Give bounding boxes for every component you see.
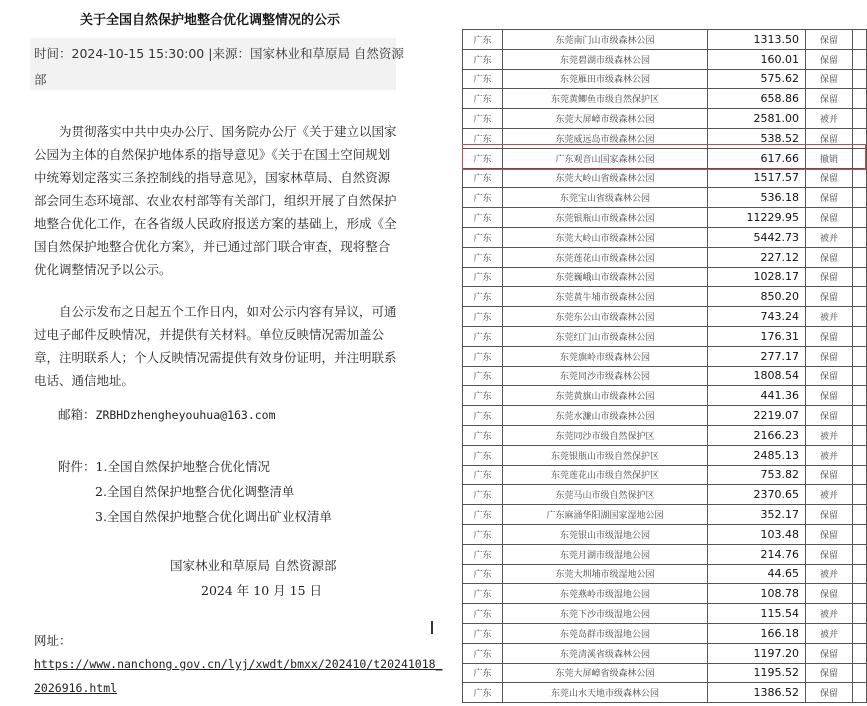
- status-cell: 保留: [806, 208, 853, 228]
- province-cell: 广东: [463, 663, 503, 683]
- status-cell: 保留: [806, 366, 853, 386]
- extra-cell: [853, 287, 867, 307]
- province-cell: 广东: [463, 287, 503, 307]
- province-cell: 广东: [463, 465, 503, 485]
- site-name-cell: 东莞巍峨山市级森林公园: [503, 267, 708, 287]
- table-row: [463, 307, 867, 327]
- site-name-cell: 东莞岛群市级湿地公园: [503, 623, 708, 643]
- site-name-cell: 东莞同沙市级自然保护区: [503, 425, 708, 445]
- extra-cell: [853, 247, 867, 267]
- extra-cell: [853, 89, 867, 109]
- site-name-cell: 东莞雁田市级森林公园: [503, 69, 708, 89]
- province-cell: 广东: [463, 386, 503, 406]
- status-cell: 被并: [806, 307, 853, 327]
- status-cell: 撤销: [806, 148, 853, 168]
- site-name-cell: 东莞清溪省级森林公园: [503, 643, 708, 663]
- site-name-cell: 东莞月湖市级湿地公园: [503, 544, 708, 564]
- body-paragraph-2: 自公示发布之日起五个工作日内，如对公示内容有异议，可通过电子邮件反映情况，并提供有关材料。单位反映情况需加盖公章，注明联系人；个人反映情况需提供有效身份证明，并注明联系电话、通信地址。: [34, 304, 397, 388]
- site-name-cell: 东莞燕岭市级湿地公园: [503, 584, 708, 604]
- text-cursor: [431, 621, 433, 634]
- attachment-label: 附件：: [58, 459, 96, 474]
- province-cell: 广东: [463, 326, 503, 346]
- area-cell: 441.36: [708, 386, 806, 406]
- status-cell: 保留: [806, 168, 853, 188]
- extra-cell: [853, 128, 867, 148]
- extra-cell: [853, 148, 867, 168]
- email-label: 邮箱：: [58, 407, 96, 422]
- province-cell: 广东: [463, 227, 503, 247]
- table-row: [463, 623, 867, 643]
- area-cell: 2581.00: [708, 109, 806, 129]
- table-row: [463, 326, 867, 346]
- attachment-link-3[interactable]: 3.全国自然保护地整合优化调出矿业权清单: [95, 509, 332, 524]
- site-name-cell: 东莞同沙市级森林公园: [503, 366, 708, 386]
- extra-cell: [853, 386, 867, 406]
- extra-cell: [853, 69, 867, 89]
- site-name-cell: 东莞下沙市级湿地公园: [503, 604, 708, 624]
- province-cell: 广东: [463, 505, 503, 525]
- extra-cell: [853, 49, 867, 69]
- status-cell: 保留: [806, 406, 853, 426]
- status-cell: 保留: [806, 287, 853, 307]
- area-cell: 1517.57: [708, 168, 806, 188]
- province-cell: 广东: [463, 69, 503, 89]
- extra-cell: [853, 564, 867, 584]
- table-row: [463, 425, 867, 445]
- table-row: [463, 208, 867, 228]
- area-cell: 1028.17: [708, 267, 806, 287]
- sign-date: 2024 年 10 月 15 日: [201, 583, 322, 598]
- site-name-cell: 东莞旗岭市级森林公园: [503, 346, 708, 366]
- status-cell: 被并: [806, 227, 853, 247]
- status-cell: 保留: [806, 544, 853, 564]
- province-cell: 广东: [463, 366, 503, 386]
- status-cell: 保留: [806, 267, 853, 287]
- table-row: [463, 564, 867, 584]
- adjustment-list-table: [462, 29, 867, 703]
- area-cell: 1386.52: [708, 683, 806, 703]
- province-cell: 广东: [463, 584, 503, 604]
- area-cell: 176.31: [708, 326, 806, 346]
- status-cell: 保留: [806, 386, 853, 406]
- extra-cell: [853, 683, 867, 703]
- table-row: [463, 227, 867, 247]
- extra-cell: [853, 643, 867, 663]
- extra-cell: [853, 168, 867, 188]
- province-cell: 广东: [463, 148, 503, 168]
- site-name-cell: 东莞南门山市级森林公园: [503, 30, 708, 50]
- site-name-cell: 东莞山水天地市级森林公园: [503, 683, 708, 703]
- table-row: [463, 465, 867, 485]
- site-name-cell: 广东麻涌华阳湖国家湿地公园: [503, 505, 708, 525]
- status-cell: 被并: [806, 109, 853, 129]
- area-cell: 277.17: [708, 346, 806, 366]
- extra-cell: [853, 188, 867, 208]
- table-row: [463, 524, 867, 544]
- area-cell: 658.86: [708, 89, 806, 109]
- area-cell: 115.54: [708, 604, 806, 624]
- email-address[interactable]: ZRBHDzhengheyouhua@163.com: [95, 408, 276, 422]
- area-cell: 44.65: [708, 564, 806, 584]
- area-cell: 575.62: [708, 69, 806, 89]
- site-name-cell: 东莞威远岛市级森林公园: [503, 128, 708, 148]
- area-cell: 103.48: [708, 524, 806, 544]
- table-row: [463, 247, 867, 267]
- adjustment-table: [462, 29, 866, 700]
- extra-cell: [853, 267, 867, 287]
- status-cell: 保留: [806, 643, 853, 663]
- area-cell: 160.01: [708, 49, 806, 69]
- extra-cell: [853, 366, 867, 386]
- area-cell: 753.82: [708, 465, 806, 485]
- site-name-cell: 东莞大屏嶂省级森林公园: [503, 663, 708, 683]
- status-cell: 保留: [806, 465, 853, 485]
- table-row: [463, 663, 867, 683]
- site-name-cell: 东莞宝山省级森林公园: [503, 188, 708, 208]
- province-cell: 广东: [463, 128, 503, 148]
- area-cell: 538.52: [708, 128, 806, 148]
- site-name-cell: 东莞黄鲫鱼市级自然保护区: [503, 89, 708, 109]
- site-name-cell: 东莞银山市级湿地公园: [503, 524, 708, 544]
- table-row: [463, 544, 867, 564]
- meta-source-cont: 部: [34, 72, 47, 87]
- signature: 国家林业和草原局 自然资源部: [170, 558, 337, 573]
- province-cell: 广东: [463, 445, 503, 465]
- status-cell: 被并: [806, 564, 853, 584]
- table-row: [463, 505, 867, 525]
- area-cell: 166.18: [708, 623, 806, 643]
- status-cell: 保留: [806, 663, 853, 683]
- site-name-cell: 东莞大圳埔市级湿地公园: [503, 564, 708, 584]
- attachment-row-1: [58, 457, 270, 475]
- table-row: [463, 643, 867, 663]
- extra-cell: [853, 663, 867, 683]
- table-row: [463, 267, 867, 287]
- area-cell: 227.12: [708, 247, 806, 267]
- table-row: [463, 109, 867, 129]
- site-name-cell: 东莞水濂山市级森林公园: [503, 406, 708, 426]
- table-row-highlighted: [463, 148, 867, 168]
- table-row: [463, 168, 867, 188]
- source-url-line-1[interactable]: https://www.nanchong.gov.cn/lyj/xwdt/bmxx/202410/t20241018_: [34, 657, 443, 671]
- area-cell: 1197.20: [708, 643, 806, 663]
- site-name-cell: 东莞大屏嶂市级森林公园: [503, 109, 708, 129]
- extra-cell: [853, 544, 867, 564]
- site-name-cell: 东莞大岭山市级森林公园: [503, 227, 708, 247]
- province-cell: 广东: [463, 485, 503, 505]
- area-cell: 2166.23: [708, 425, 806, 445]
- site-name-cell: 东莞黄旗山市级森林公园: [503, 386, 708, 406]
- attachment-link-2[interactable]: 2.全国自然保护地整合优化调整清单: [95, 484, 295, 499]
- table-row: [463, 406, 867, 426]
- province-cell: 广东: [463, 30, 503, 50]
- province-cell: 广东: [463, 683, 503, 703]
- extra-cell: [853, 307, 867, 327]
- extra-cell: [853, 30, 867, 50]
- extra-cell: [853, 465, 867, 485]
- site-name-cell: 东莞银瓶山市级森林公园: [503, 208, 708, 228]
- extra-cell: [853, 445, 867, 465]
- area-cell: 108.78: [708, 584, 806, 604]
- table-row: [463, 30, 867, 50]
- status-cell: 保留: [806, 326, 853, 346]
- area-cell: 2370.65: [708, 485, 806, 505]
- status-cell: 被并: [806, 485, 853, 505]
- site-name-cell: 东莞马山市级自然保护区: [503, 485, 708, 505]
- status-cell: 被并: [806, 425, 853, 445]
- extra-cell: [853, 623, 867, 643]
- province-cell: 广东: [463, 544, 503, 564]
- province-cell: 广东: [463, 247, 503, 267]
- area-cell: 2219.07: [708, 406, 806, 426]
- status-cell: 被并: [806, 604, 853, 624]
- table-row: [463, 604, 867, 624]
- table-body: [463, 30, 867, 703]
- area-cell: 5442.73: [708, 227, 806, 247]
- table-row: [463, 49, 867, 69]
- site-name-cell: 东莞莲花山市级自然保护区: [503, 465, 708, 485]
- extra-cell: [853, 485, 867, 505]
- table-row: [463, 69, 867, 89]
- extra-cell: [853, 425, 867, 445]
- status-cell: 保留: [806, 69, 853, 89]
- status-cell: 保留: [806, 524, 853, 544]
- province-cell: 广东: [463, 188, 503, 208]
- extra-cell: [853, 505, 867, 525]
- area-cell: 743.24: [708, 307, 806, 327]
- table-row: [463, 287, 867, 307]
- province-cell: 广东: [463, 49, 503, 69]
- province-cell: 广东: [463, 604, 503, 624]
- status-cell: 被并: [806, 623, 853, 643]
- extra-cell: [853, 109, 867, 129]
- area-cell: 1313.50: [708, 30, 806, 50]
- extra-cell: [853, 326, 867, 346]
- extra-cell: [853, 584, 867, 604]
- area-cell: 850.20: [708, 287, 806, 307]
- extra-cell: [853, 406, 867, 426]
- province-cell: 广东: [463, 425, 503, 445]
- site-name-cell: 东莞银瓶山市级自然保护区: [503, 445, 708, 465]
- site-name-cell: 广东观音山国家森林公园: [503, 148, 708, 168]
- status-cell: 保留: [806, 128, 853, 148]
- extra-cell: [853, 346, 867, 366]
- source-url-line-2[interactable]: 2026916.html: [34, 681, 118, 695]
- province-cell: 广东: [463, 168, 503, 188]
- status-cell: 保留: [806, 247, 853, 267]
- attachment-link-1[interactable]: 1.全国自然保护地整合优化情况: [95, 459, 270, 474]
- status-cell: 被并: [806, 445, 853, 465]
- extra-cell: [853, 227, 867, 247]
- site-name-cell: 东莞红门山市级森林公园: [503, 326, 708, 346]
- extra-cell: [853, 524, 867, 544]
- body-paragraph-1: 为贯彻落实中共中央办公厅、国务院办公厅《关于建立以国家公园为主体的自然保护地体系的指导意见》《关于在国土空间规划中统筹划定落实三条控制线的指导意见》，国家林草局、自然资源部会同生态环境部、农业农村部等有关部门，组织开展了自然保护地整合优化工作，在各省级人民政府报送方案的基础上，形成《全国自然保护地整合优化方案》，并已通过部门联合审查，现将整合优化调整情况予以公示。: [34, 124, 397, 277]
- table-row: [463, 584, 867, 604]
- table-row: [463, 683, 867, 703]
- province-cell: 广东: [463, 623, 503, 643]
- extra-cell: [853, 604, 867, 624]
- table-row: [463, 128, 867, 148]
- table-row: [463, 346, 867, 366]
- province-cell: 广东: [463, 109, 503, 129]
- site-name-cell: 东莞莲花山市级森林公园: [503, 247, 708, 267]
- province-cell: 广东: [463, 267, 503, 287]
- status-cell: 保留: [806, 30, 853, 50]
- area-cell: 1195.52: [708, 663, 806, 683]
- area-cell: 617.66: [708, 148, 806, 168]
- province-cell: 广东: [463, 406, 503, 426]
- table-row: [463, 485, 867, 505]
- area-cell: 536.18: [708, 188, 806, 208]
- province-cell: 广东: [463, 208, 503, 228]
- status-cell: 保留: [806, 346, 853, 366]
- status-cell: 保留: [806, 49, 853, 69]
- site-name-cell: 东莞碧湖市级森林公园: [503, 49, 708, 69]
- province-cell: 广东: [463, 89, 503, 109]
- table-row: [463, 188, 867, 208]
- site-name-cell: 东莞大岭山省级森林公园: [503, 168, 708, 188]
- table-row: [463, 89, 867, 109]
- site-name-cell: 东莞东公山市级森林公园: [503, 307, 708, 327]
- page-title: 关于全国自然保护地整合优化调整情况的公示: [79, 13, 340, 28]
- url-label: 网址：: [34, 633, 72, 648]
- province-cell: 广东: [463, 307, 503, 327]
- status-cell: 保留: [806, 188, 853, 208]
- table-row: [463, 386, 867, 406]
- province-cell: 广东: [463, 643, 503, 663]
- status-cell: 保留: [806, 89, 853, 109]
- table-row: [463, 445, 867, 465]
- status-cell: 保留: [806, 505, 853, 525]
- meta-time-source: 时间：2024-10-15 15:30:00 |来源：国家林业和草原局 自然资源: [34, 46, 404, 61]
- area-cell: 11229.95: [708, 208, 806, 228]
- province-cell: 广东: [463, 524, 503, 544]
- site-name-cell: 东莞黄牛埔市级森林公园: [503, 287, 708, 307]
- extra-cell: [853, 208, 867, 228]
- area-cell: 214.76: [708, 544, 806, 564]
- area-cell: 1808.54: [708, 366, 806, 386]
- status-cell: 保留: [806, 683, 853, 703]
- province-cell: 广东: [463, 564, 503, 584]
- status-cell: 保留: [806, 584, 853, 604]
- area-cell: 352.17: [708, 505, 806, 525]
- email-row: [58, 405, 276, 423]
- province-cell: 广东: [463, 346, 503, 366]
- table-row: [463, 366, 867, 386]
- area-cell: 2485.13: [708, 445, 806, 465]
